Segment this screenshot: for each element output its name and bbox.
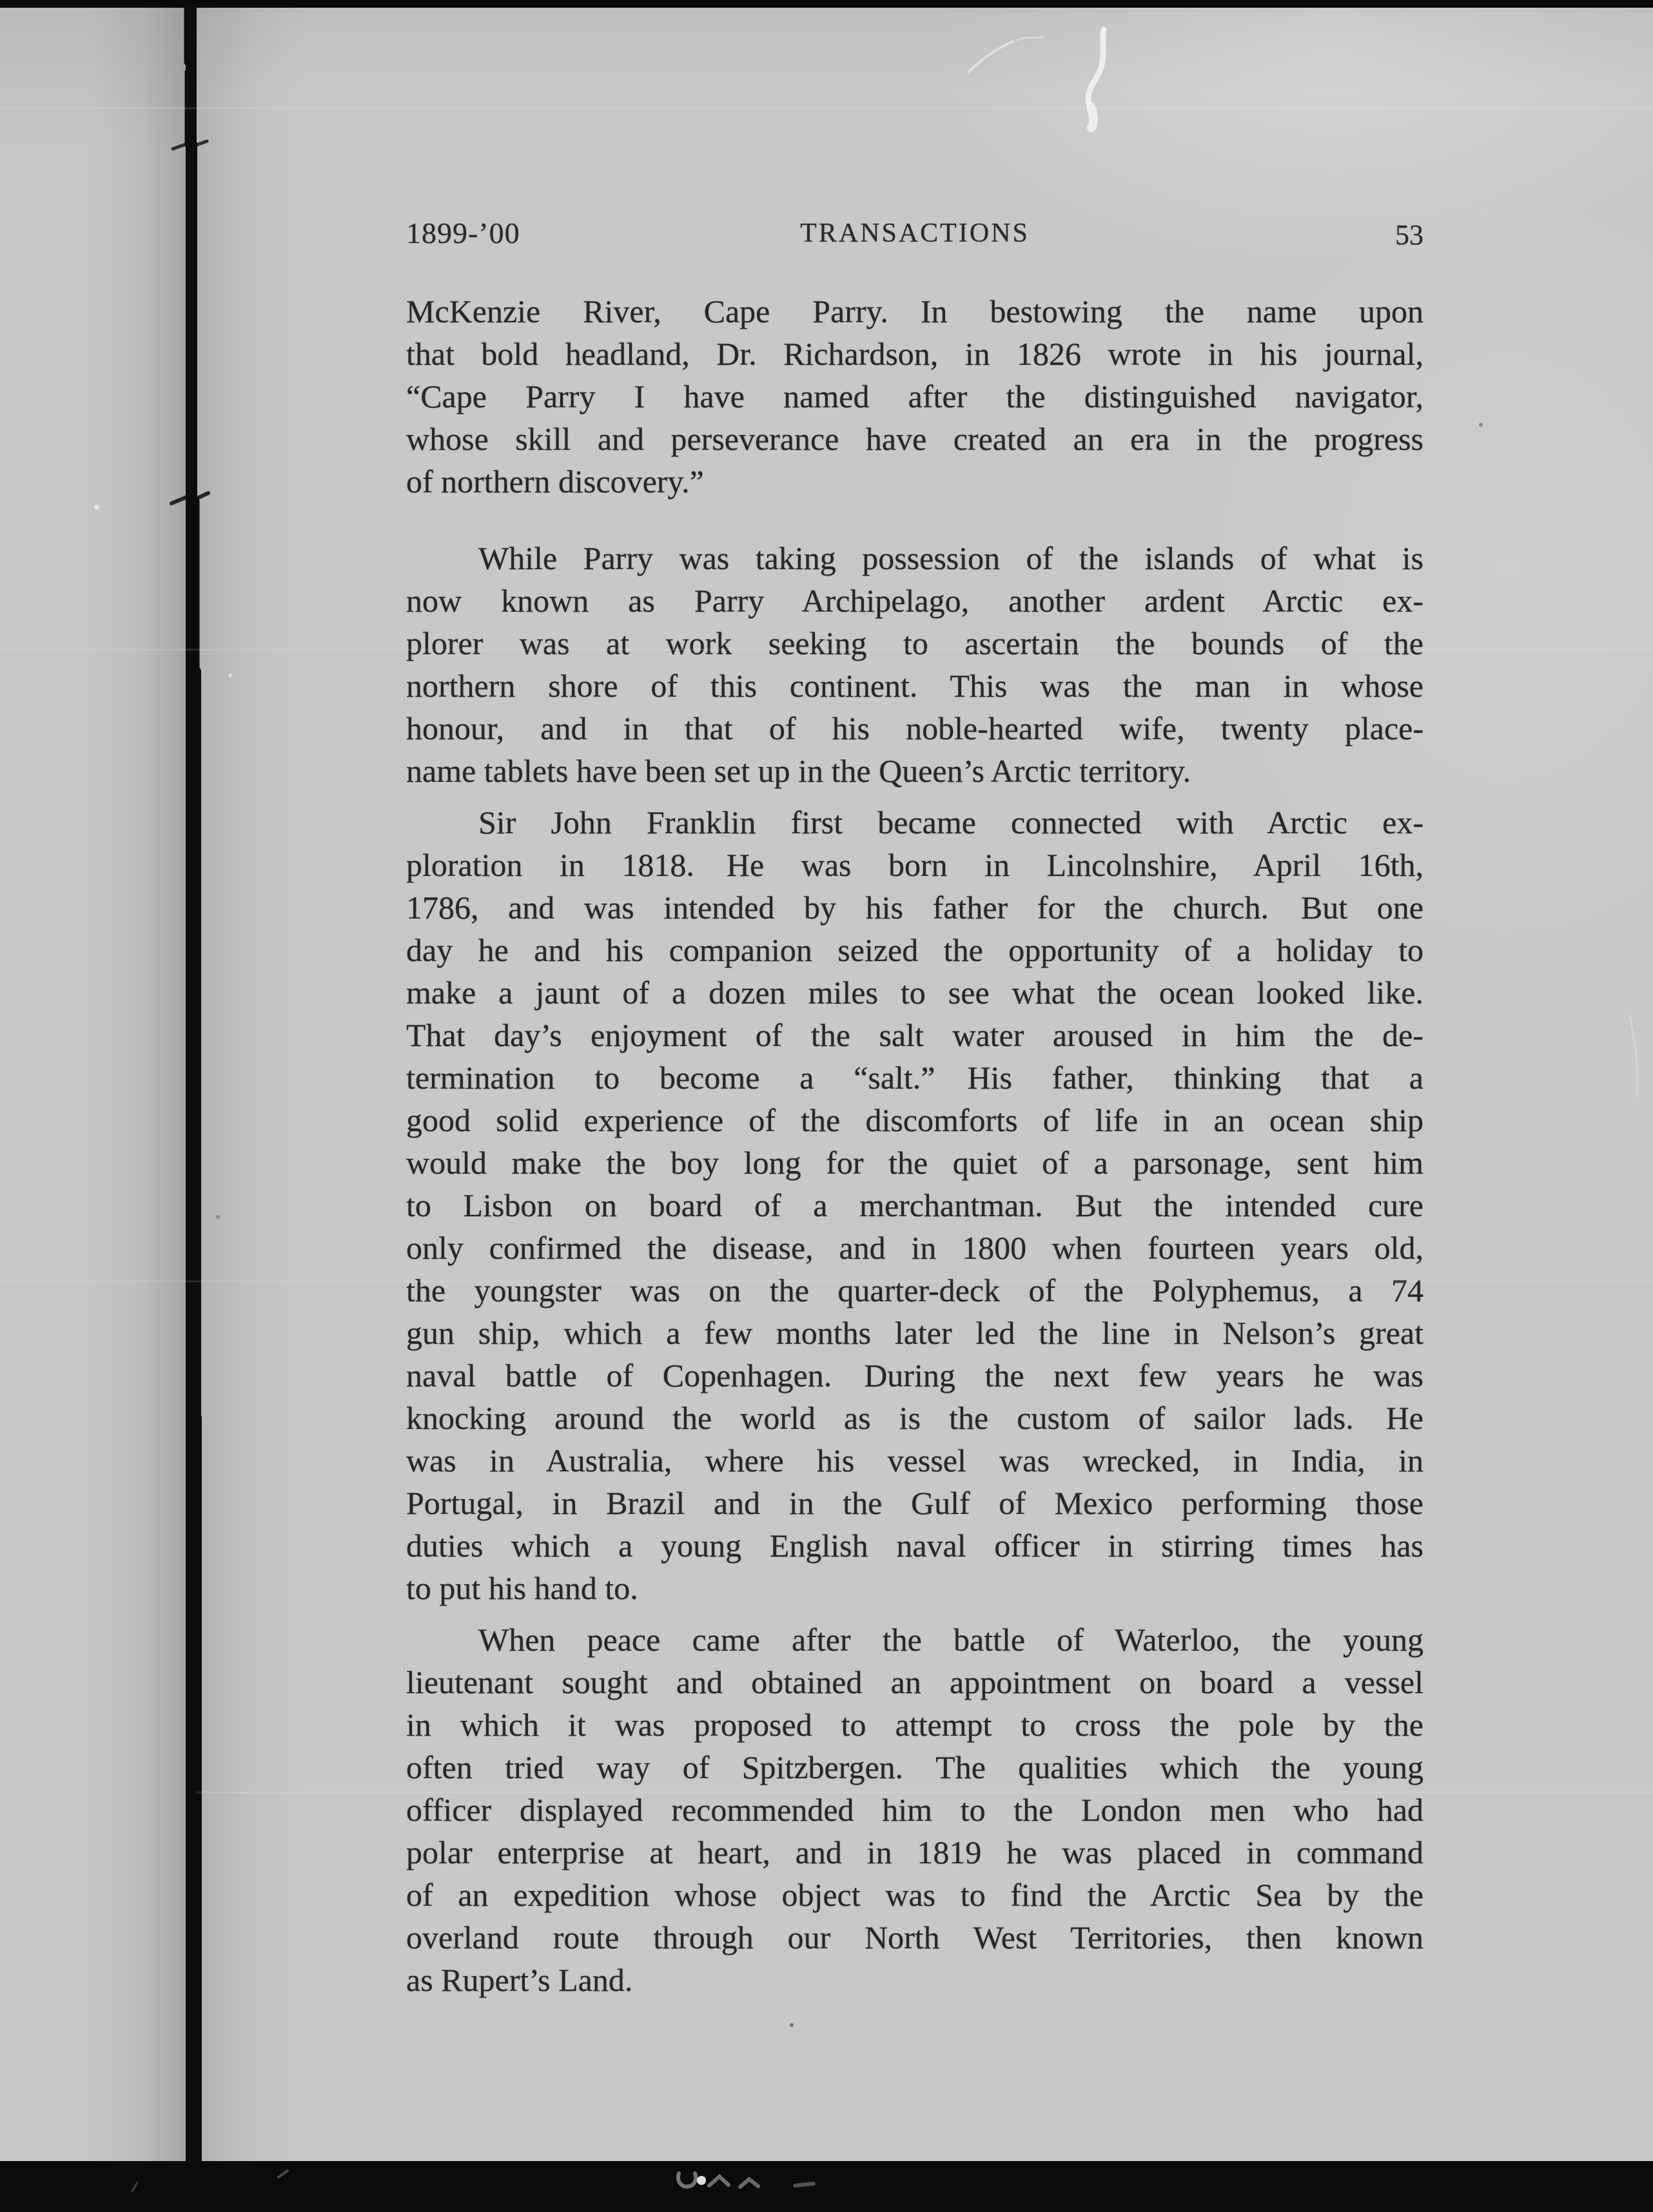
page-header [406,213,1423,253]
text-line: officer displayed recommended him to the London men who had [406,1792,1423,1828]
text-line: that bold headland, Dr. Richardson, in 1826 wrote in his journal, [406,336,1423,372]
text-line: in which it was proposed to attempt to cross the pole by the [406,1707,1423,1743]
text-line: Sir John Franklin first became connected with Arctic ex- [478,804,1423,840]
text-line: overland route through our North West Territories, then known [406,1919,1423,1955]
text-line: whose skill and perseverance have created an era in the progress [406,421,1423,457]
text-line: only confirmed the disease, and in 1800 when fourteen years old, [406,1230,1423,1266]
text-line: 1786, and was intended by his father for the church. But one [406,889,1423,926]
scan-top-edge [0,0,1653,8]
text-line: lieutenant sought and obtained an appointment on board a vessel [406,1664,1423,1700]
text-line: name tablets have been set up in the Queen’s Arctic territory. [406,753,1191,789]
text-line: now known as Parry Archipelago, another ardent Arctic ex- [406,583,1423,619]
text-line: to Lisbon on board of a merchantman. But the intended cure [406,1187,1423,1223]
page-text [406,290,1423,2001]
text-line: would make the boy long for the quiet of a parsonage, sent him [406,1145,1423,1181]
text-line: While Parry was taking possession of the islands of what is [478,540,1423,576]
text-line: knocking around the world as is the custom of sailor lads. He [406,1400,1423,1436]
text-line: gun ship, which a few months later led the line in Nelson’s great [406,1315,1423,1351]
text-line: honour, and in that of his noble-hearted wife, twenty place- [406,710,1423,746]
text-line: the youngster was on the quarter-deck of the Polyphemus, a 74 [406,1272,1423,1308]
text-line: as Rupert’s Land. [406,1962,633,1998]
text-line: ploration in 1818. He was born in Lincolnshire, April 16th, [406,847,1423,883]
text-line: day he and his companion seized the opportunity of a holiday to [406,932,1423,968]
text-line: polar enterprise at heart, and in 1819 he was placed in command [406,1834,1423,1870]
paragraph [406,1618,1423,2001]
facing-page-edge [0,8,186,2161]
text-line: plorer was at work seeking to ascertain the bounds of the [406,625,1423,661]
header-running-title: TRANSACTIONS [800,218,1030,248]
text-line: was in Australia, where his vessel was wrecked, in India, in [406,1442,1423,1479]
text-line: “Cape Parry I have named after the distinguished navigator, [406,378,1423,414]
paragraph [406,801,1423,1609]
text-line: of an expedition whose object was to find the Arctic Sea by the [406,1877,1423,1913]
text-line: good solid experience of the discomforts of life in an ocean ship [406,1102,1423,1138]
header-volume-year: 1899-’00 [406,217,520,249]
text-line: to put his hand to. [406,1570,638,1606]
text-line: make a jaunt of a dozen miles to see what the ocean looked like. [406,975,1423,1011]
text-line: When peace came after the battle of Waterloo, the young [478,1622,1423,1658]
header-page-number: 53 [1395,219,1423,251]
text-line: northern shore of this continent. This was the man in whose [406,668,1423,704]
text-line: often tried way of Spitzbergen. The qualities which the young [406,1749,1423,1785]
paragraph [406,290,1423,503]
text-line: Portugal, in Brazil and in the Gulf of Mexico performing those [406,1485,1423,1521]
scan-bottom-edge [0,2161,1653,2212]
text-line: That day’s enjoyment of the salt water aroused in him the de- [406,1017,1423,1053]
text-line: duties which a young English naval officer in stirring times has [406,1528,1423,1564]
text-line: McKenzie River, Cape Parry. In bestowing the name upon [406,293,1423,329]
text-line: termination to become a “salt.” His father, thinking that a [406,1060,1423,1096]
text-line: naval battle of Copenhagen. During the next few years he was [406,1357,1423,1393]
text-line: of northern discovery.” [406,463,704,500]
book-page [197,8,1653,2161]
paragraph [406,537,1423,792]
